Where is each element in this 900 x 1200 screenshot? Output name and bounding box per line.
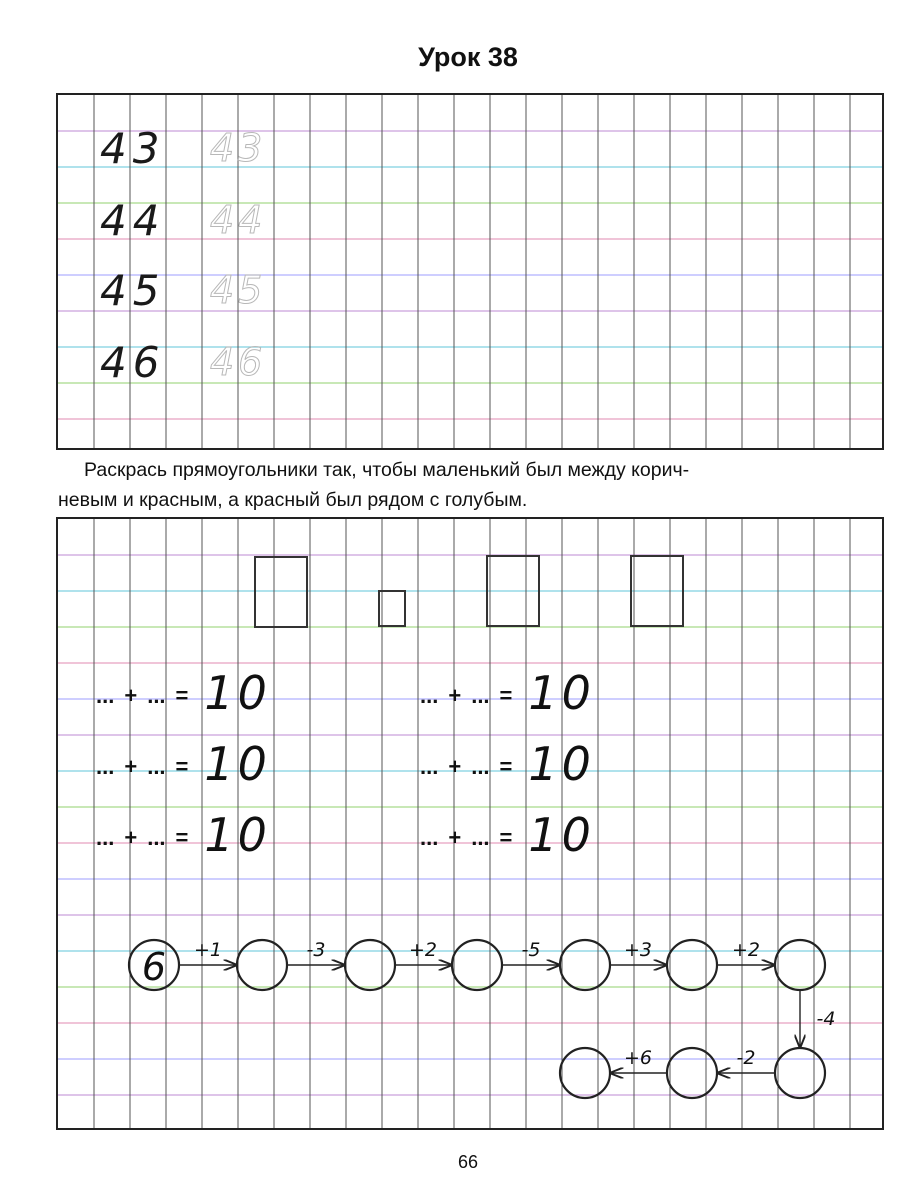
step-label: -3 — [306, 939, 326, 961]
step-label: +3 — [623, 939, 653, 961]
answer-circle[interactable] — [237, 940, 287, 990]
equation[interactable]: ... + ... = 10 — [96, 808, 271, 862]
instruction-line-1: Раскрась прямоугольники так, чтобы маленький был между корич- — [84, 459, 690, 481]
page-number: 66 — [457, 1152, 479, 1172]
equation[interactable]: ... + ... = 10 — [96, 737, 271, 791]
answer-circle[interactable] — [560, 1048, 610, 1098]
sample-number: 43 — [100, 124, 166, 173]
instruction-line-2: невым и красным, а красный был рядом с голубым. — [58, 489, 528, 511]
step-label: +6 — [623, 1047, 653, 1069]
sample-number: 45 — [100, 266, 166, 315]
start-value: 6 — [141, 945, 167, 989]
sample-number: 46 — [100, 338, 166, 387]
step-label: +2 — [408, 939, 438, 961]
step-label: -5 — [521, 939, 541, 961]
equation[interactable]: ... + ... = 10 — [96, 666, 271, 720]
step-label: +2 — [731, 939, 761, 961]
answer-circle[interactable] — [775, 1048, 825, 1098]
answer-circle[interactable] — [667, 940, 717, 990]
lesson-title: Урок 38 — [418, 42, 518, 72]
trace-number[interactable]: 43 — [210, 126, 267, 170]
answer-circle[interactable] — [667, 1048, 717, 1098]
answer-circle[interactable] — [560, 940, 610, 990]
step-label: -4 — [816, 1008, 836, 1030]
equation[interactable]: ... + ... = 10 — [420, 737, 595, 791]
trace-number[interactable]: 44 — [210, 198, 267, 242]
sample-number: 44 — [100, 196, 166, 245]
trace-number[interactable]: 45 — [210, 268, 267, 312]
answer-circle[interactable] — [345, 940, 395, 990]
equation[interactable]: ... + ... = 10 — [420, 808, 595, 862]
equation[interactable]: ... + ... = 10 — [420, 666, 595, 720]
trace-number[interactable]: 46 — [210, 340, 267, 384]
step-label: +1 — [193, 939, 223, 961]
answer-circle[interactable] — [775, 940, 825, 990]
answer-circle[interactable] — [452, 940, 502, 990]
step-label: -2 — [736, 1047, 756, 1069]
